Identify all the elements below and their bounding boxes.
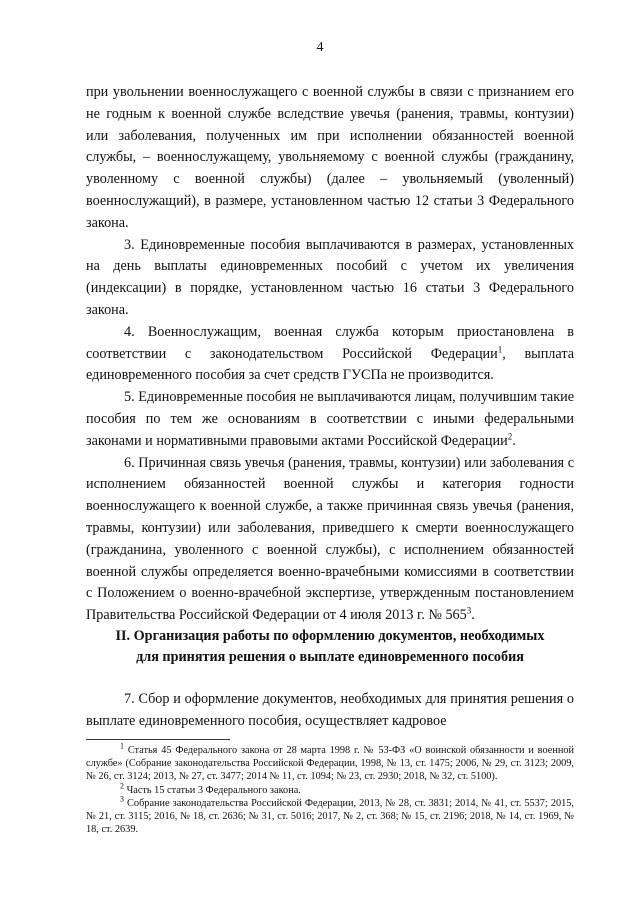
paragraph-text: 4. Военнослужащим, военная служба которым приостановлена в соответствии с законодательством Российской Федерации [86,323,574,362]
footnote-1 [86,741,574,784]
section-heading-line: II. Организация работы по оформлению документов, необходимых [115,628,545,644]
paragraph-continuation [86,82,574,235]
paragraph-text: при увольнении военнослужащего с военной службы в связи с признанием его не годным к военной службе вследствие увечья (ранения, травмы, контузии) или заболевания, полученных им при исполнении обязанностей военной службы, – военнослужащему, увольняемому с военной службы (гражданину, уволенному с военной службы) (далее – увольняемый (уволенный) военнослужащий), в размере, установленном частью 12 статьи 3 Федерального закона. [86,84,574,231]
footnote-mark: 1 [120,741,124,751]
footnote-separator [86,739,230,740]
document-body [86,82,574,627]
footnote-2 [86,781,574,797]
page-number: 4 [316,40,324,55]
paragraph-text: . [471,607,475,624]
paragraph-item-6 [86,453,574,627]
footnote-mark: 2 [120,781,124,791]
footnotes [86,741,574,836]
footnote-3 [86,794,574,837]
paragraph-text: 5. Единовременные пособия не выплачиваются лицам, получившим такие пособия по тем же основаниям в соответствии с иными федеральными законами и нормативными правовыми актами Российской Федерации [86,389,574,449]
section-heading [86,626,574,668]
paragraph-item-5 [86,387,574,452]
section-heading-line: для принятия решения о выплате единовременного пособия [136,649,524,665]
footnote-ref-3[interactable]: 3 [466,605,472,616]
footnote-ref-1[interactable]: 1 [497,343,503,354]
paragraph-text: . [512,432,516,449]
footnote-ref-2[interactable]: 2 [507,431,513,442]
paragraph-text: , выплата единовременного пособия за счет средств ГУСПа не производится. [86,345,574,384]
footnote-text: Собрание законодательства Российской Федерации, 2013, № 28, ст. 3831; 2014, № 41, ст. 5537; 2015, № 21, ст. 3115; 2016, № 18, ст. 2636; № 31, ст. 5016; 2017, № 2, ст. 368; № 15, ст. 2196; 2018, № 14, ст. 1969, № 18, ст. 2639. [86,797,574,836]
paragraph-item-3: 3. Единовременные пособия выплачиваются в размерах, установленных на день выплаты единовременных пособий с учетом их увеличения (индексации) в порядке, установленном частью 16 статьи 3 Федерального закона. [86,236,574,318]
paragraph-item-4 [86,322,574,387]
footnote-text: Статья 45 Федерального закона от 28 марта 1998 г. № 53-ФЗ «О воинской обязанности и военной службе» (Собрание законодательства Российской Федерации, 1998, № 13, ст. 1475; 2006, № 29, ст. 3123; 2009, № 26, ст. 3124; 2013, № 27, ст. 3477; 2014 № 11, ст. 1094; № 23, ст. 2930; 2018, № 32, ст. 5100). [86,745,574,783]
paragraph-item-7: 7. Сбор и оформление документов, необходимых для принятия решения о выплате единовременного пособия, осуществляет кадровое [86,691,574,729]
footnote-text: Часть 15 статьи 3 Федерального закона. [126,784,301,796]
footnote-mark: 3 [120,794,124,804]
paragraph-text: 6. Причинная связь увечья (ранения, травмы, контузии) или заболевания с исполнением обязанностей военной службы и категория годности военнослужащего к военной службе, а также причинная связь увечья (ранения, травмы, контузии) или заболевания, приведшего к смерти военнослужащего (гражданина, уволенного с военной службы), с исполнением обязанностей военной службы определяется военно-врачебными комиссиями в соответствии с Положением о военно-врачебной экспертизе, утвержденным постановлением Правительства Российской Федерации от 4 июля 2013 г. № 565 [86,454,574,624]
